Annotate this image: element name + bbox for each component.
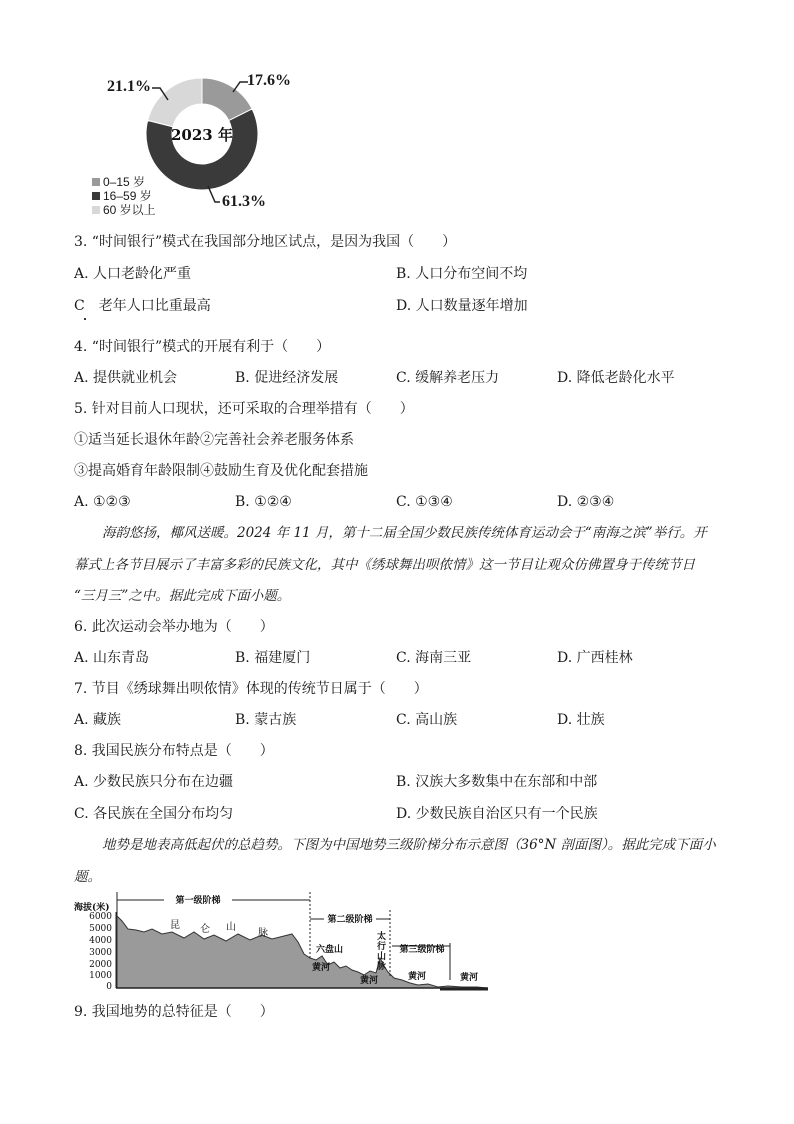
- ytick-6000: 6000: [89, 912, 112, 922]
- q5-statement-1: ①适当延长退休年龄②完善社会养老服务体系: [74, 432, 354, 448]
- legend-16-59: 16–59 岁: [92, 190, 152, 203]
- q6-option-b[interactable]: B. 福建厦门: [235, 650, 311, 666]
- q3-option-a[interactable]: A. 人口老龄化严重: [74, 266, 192, 282]
- q8-option-d[interactable]: D. 少数民族自治区只有一个民族: [396, 806, 598, 822]
- liupan-label: 六盘山: [316, 945, 344, 955]
- q5-option-d[interactable]: D. ②③④: [557, 494, 615, 510]
- q7-option-d[interactable]: D. 壮族: [557, 712, 605, 728]
- q5-option-a[interactable]: A. ①②③: [74, 494, 131, 510]
- q3-option-b[interactable]: B. 人口分布空间不均: [396, 266, 528, 282]
- step1-label: 第一级阶梯: [175, 896, 221, 906]
- ytick-2000: 2000: [89, 960, 112, 970]
- q8-stem: 8. 我国民族分布特点是（ ）: [74, 743, 274, 759]
- q6-option-a[interactable]: A. 山东青岛: [74, 650, 150, 666]
- label-60-plus: 21.1%: [107, 78, 151, 95]
- q8-option-a[interactable]: A. 少数民族只分布在边疆: [74, 774, 234, 790]
- kunlun-char-4: 脉: [258, 928, 268, 939]
- passage2-line1: 地势是地表高低起伏的总趋势。下图为中国地势三级阶梯分布示意图（36°N 剖面图）。据此完成下面小: [102, 837, 716, 853]
- passage1-line1: 海韵悠扬，椰风送暖。2024 年 11 月，第十二届全国少数民族传统体育运动会于“南海之滨”举行。开: [102, 525, 707, 541]
- label-0-15: 17.6%: [247, 72, 291, 89]
- q6-option-d[interactable]: D. 广西桂林: [557, 650, 633, 666]
- donut-center-label: 2023 年: [171, 126, 233, 144]
- q8-option-c[interactable]: C. 各民族在全国分布均匀: [74, 806, 234, 822]
- q3-stem: 3. “时间银行”模式在我国部分地区试点，是因为我国（ ）: [74, 234, 457, 250]
- ytick-4000: 4000: [89, 936, 112, 946]
- legend-60-plus: 60 岁以上: [92, 204, 156, 217]
- legend-0-15: 0–15 岁: [92, 176, 145, 189]
- yellow-river-label-1: 黄河: [312, 963, 331, 973]
- ytick-1000: 1000: [89, 971, 112, 981]
- taihang-char-2: 行: [377, 942, 387, 952]
- step2-label: 第二级阶梯: [327, 915, 373, 925]
- kunlun-char-1: 昆: [170, 920, 180, 931]
- yellow-river-label-4: 黄河: [460, 973, 479, 983]
- q5-stem: 5. 针对目前人口现状，还可采取的合理举措有（ ）: [74, 401, 414, 417]
- kunlun-char-2: 仑: [200, 924, 210, 935]
- ytick-0: 0: [106, 982, 112, 992]
- stray-dot: [84, 318, 86, 320]
- step3-label: 第三级阶梯: [399, 945, 445, 955]
- q7-option-a[interactable]: A. 藏族: [74, 712, 122, 728]
- q5-option-b[interactable]: B. ①②④: [235, 494, 292, 510]
- q7-option-c[interactable]: C. 高山族: [396, 712, 458, 728]
- q5-option-c[interactable]: C. ①③④: [396, 494, 453, 510]
- slice-60-plus: [148, 78, 202, 127]
- legend-swatch-60-plus: [92, 206, 100, 214]
- label-16-59: 61.3%: [222, 193, 266, 210]
- q6-stem: 6. 此次运动会举办地为（ ）: [74, 619, 274, 635]
- taihang-char-1: 太: [377, 932, 387, 942]
- q4-option-d[interactable]: D. 降低老龄化水平: [557, 370, 675, 386]
- q8-option-b[interactable]: B. 汉族大多数集中在东部和中部: [396, 774, 598, 790]
- yellow-river-label-3: 黄河: [408, 972, 427, 982]
- terrain-profile-svg: [72, 888, 492, 998]
- legend-swatch-16-59: [92, 192, 100, 200]
- ytick-5000: 5000: [89, 924, 112, 934]
- q4-option-b[interactable]: B. 促进经济发展: [235, 370, 339, 386]
- passage1-line2: 幕式上各节目展示了丰富多彩的民族文化，其中《绣球舞出呗侬情》这一节目让观众仿佛置身于传统节日: [74, 557, 695, 573]
- ytick-3000: 3000: [89, 948, 112, 958]
- q6-option-c[interactable]: C. 海南三亚: [396, 650, 472, 666]
- q9-stem: 9. 我国地势的总特征是（ ）: [74, 1004, 274, 1020]
- taihang-char-3: 山: [377, 952, 387, 962]
- q4-stem: 4. “时间银行”模式的开展有利于（ ）: [74, 339, 331, 355]
- passage1-line3: “三月三”之中。据此完成下面小题。: [74, 588, 291, 604]
- q4-option-c[interactable]: C. 缓解养老压力: [396, 370, 500, 386]
- terrain-profile-diagram: [72, 888, 492, 998]
- y-axis-label: 海拔(米): [74, 903, 110, 913]
- q5-statement-2: ③提高婚育年龄限制④鼓励生育及优化配套措施: [74, 463, 368, 479]
- kunlun-char-3: 山: [226, 922, 236, 933]
- q3-option-c[interactable]: C 老年人口比重最高: [74, 298, 211, 314]
- q4-option-a[interactable]: A. 提供就业机会: [74, 370, 178, 386]
- yellow-river-label-2: 黄河: [360, 976, 379, 986]
- passage2-line2: 题。: [74, 869, 101, 885]
- q7-stem: 7. 节目《绣球舞出呗侬情》体现的传统节日属于（ ）: [74, 681, 428, 697]
- q7-option-b[interactable]: B. 蒙古族: [235, 712, 297, 728]
- legend-swatch-0-15: [92, 178, 100, 186]
- q3-option-d[interactable]: D. 人口数量逐年增加: [396, 298, 528, 314]
- taihang-char-4: 脉: [377, 962, 387, 972]
